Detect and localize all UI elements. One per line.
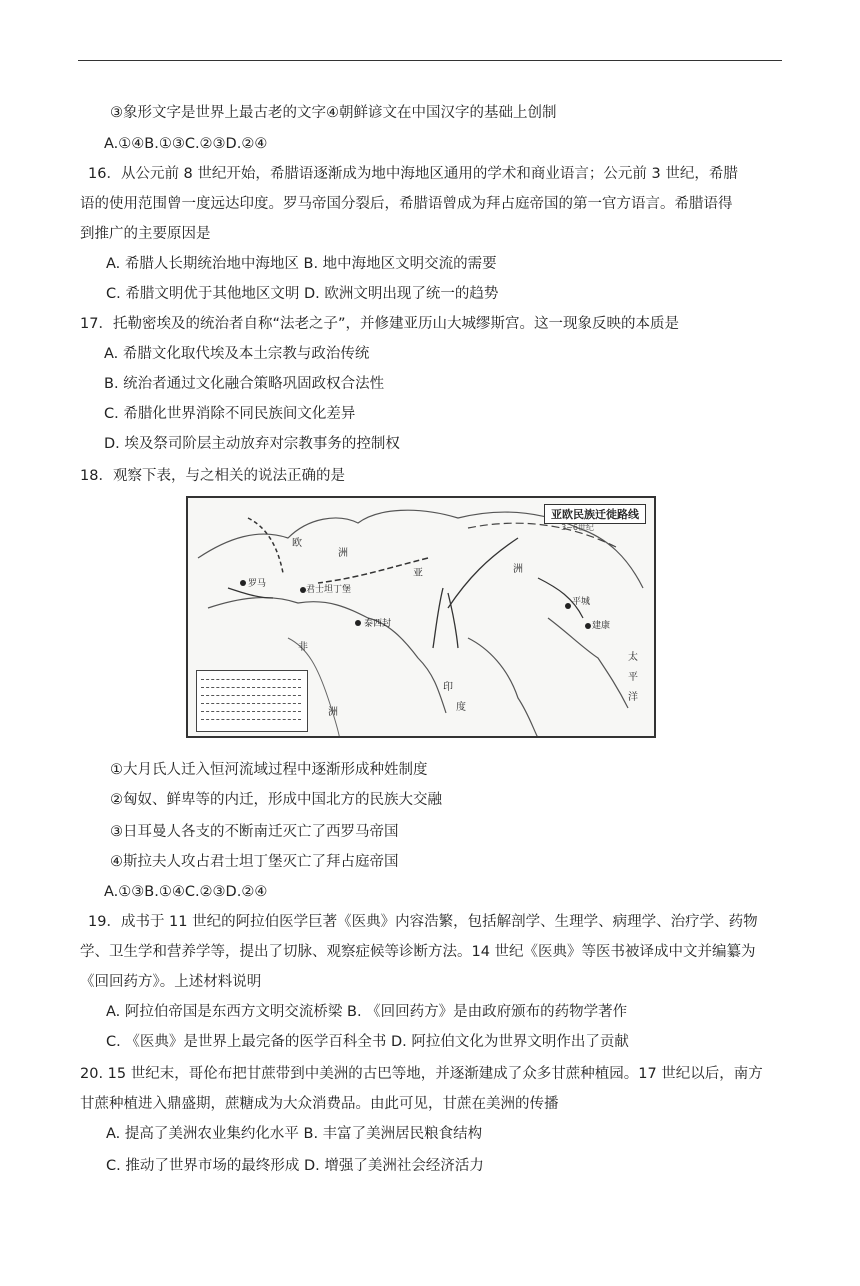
map-label: 度 (456, 702, 466, 713)
q16-stem: 到推广的主要原因是 (80, 226, 211, 242)
q17-option-b: B. 统治者通过文化融合策略巩固政权合法性 (104, 376, 385, 392)
q19-options: A. 阿拉伯帝国是东西方文明交流桥梁 B. 《回回药方》是由政府颁布的药物学著作 (106, 1004, 628, 1020)
map-title: 亚欧民族迁徙路线 (544, 504, 646, 524)
q16-options: C. 希腊文明优于其他地区文明 D. 欧洲文明出现了统一的趋势 (106, 286, 499, 302)
q18-answer-choices: A.①③B.①④C.②③D.②④ (104, 884, 268, 900)
map-label: 泰西封 (364, 619, 392, 629)
map-label: 非 (298, 642, 308, 653)
legend-row (201, 711, 301, 713)
map-legend (196, 670, 308, 732)
map-label: 印 (443, 682, 453, 693)
map-subtitle: 3~6世纪 (561, 523, 594, 532)
q18-statement-4: ④斯拉夫人攻占君士坦丁堡灭亡了拜占庭帝国 (110, 854, 399, 870)
map-label: 罗马 (248, 579, 267, 589)
legend-row (201, 695, 301, 697)
q16-options: A. 希腊人长期统治地中海地区 B. 地中海地区文明交流的需要 (106, 256, 497, 272)
q18-statement-2: ②匈奴、鲜卑等的内迁，形成中国北方的民族大交融 (110, 792, 442, 808)
map-label: 平城 (572, 597, 591, 607)
q15-answer-choices: A.①④B.①③C.②③D.②④ (104, 136, 268, 152)
legend-row (201, 703, 301, 705)
map-label: 洋 (628, 692, 638, 703)
legend-row (201, 679, 301, 681)
q19-stem: 《回回药方》。上述材料说明 (80, 974, 262, 990)
q17-stem: 17．托勒密埃及的统治者自称“法老之子”，并修建亚历山大城缪斯宫。这一现象反映的本质是 (80, 316, 679, 332)
q18-statement-1: ①大月氏人迁入恒河流域过程中逐渐形成种姓制度 (110, 762, 428, 778)
q20-options: C. 推动了世界市场的最终形成 D. 增强了美洲社会经济活力 (106, 1158, 484, 1174)
legend-row (201, 719, 301, 721)
q16-stem: 16．从公元前 8 世纪开始，希腊语逐渐成为地中海地区通用的学术和商业语言；公元前 3 世纪，希腊 (88, 166, 738, 182)
map-label: 平 (628, 672, 638, 683)
q17-option-c: C. 希腊化世界消除不同民族间文化差异 (104, 406, 356, 422)
q18-statement-3: ③日耳曼人各支的不断南迁灭亡了西罗马帝国 (110, 824, 399, 840)
q15-option-line: ③象形文字是世界上最古老的文字④朝鲜谚文在中国汉字的基础上创制 (110, 105, 557, 121)
map-label: 亚 (413, 568, 423, 579)
map-label: 建康 (592, 621, 611, 631)
map-label: 欧 (292, 538, 302, 549)
q20-options: A. 提高了美洲农业集约化水平 B. 丰富了美洲居民粮食结构 (106, 1126, 483, 1142)
legend-row (201, 687, 301, 689)
q17-option-a: A. 希腊文化取代埃及本土宗教与政治传统 (104, 346, 370, 362)
map-label: 洲 (338, 548, 348, 559)
q20-stem: 甘蔗种植进入鼎盛期，蔗糖成为大众消费品。由此可见，甘蔗在美洲的传播 (80, 1096, 559, 1112)
q19-options: C. 《医典》是世界上最完备的医学百科全书 D. 阿拉伯文化为世界文明作出了贡献 (106, 1034, 629, 1050)
q20-stem: 20. 15 世纪末，哥伦布把甘蔗带到中美洲的古巴等地，并逐渐建成了众多甘蔗种植园。17 世纪以后，南方 (80, 1066, 763, 1082)
map-label: 君士坦丁堡 (306, 585, 352, 595)
map-label: 洲 (513, 564, 523, 575)
q16-stem: 语的使用范围曾一度远达印度。罗马帝国分裂后，希腊语曾成为拜占庭帝国的第一官方语言。希腊语得 (80, 196, 733, 212)
q19-stem: 19．成书于 11 世纪的阿拉伯医学巨著《医典》内容浩繁，包括解剖学、生理学、病理学、治疗学、药物 (88, 914, 758, 930)
q19-stem: 学、卫生学和营养学等，提出了切脉、观察症候等诊断方法。14 世纪《医典》等医书被译成中文并编纂为 (80, 944, 756, 960)
header-rule (78, 60, 782, 61)
migration-map (186, 496, 656, 738)
q17-option-d: D. 埃及祭司阶层主动放弃对宗教事务的控制权 (104, 436, 400, 452)
q18-stem: 18．观察下表，与之相关的说法正确的是 (80, 468, 345, 484)
map-label: 太 (628, 652, 638, 663)
map-label: 洲 (328, 707, 338, 718)
